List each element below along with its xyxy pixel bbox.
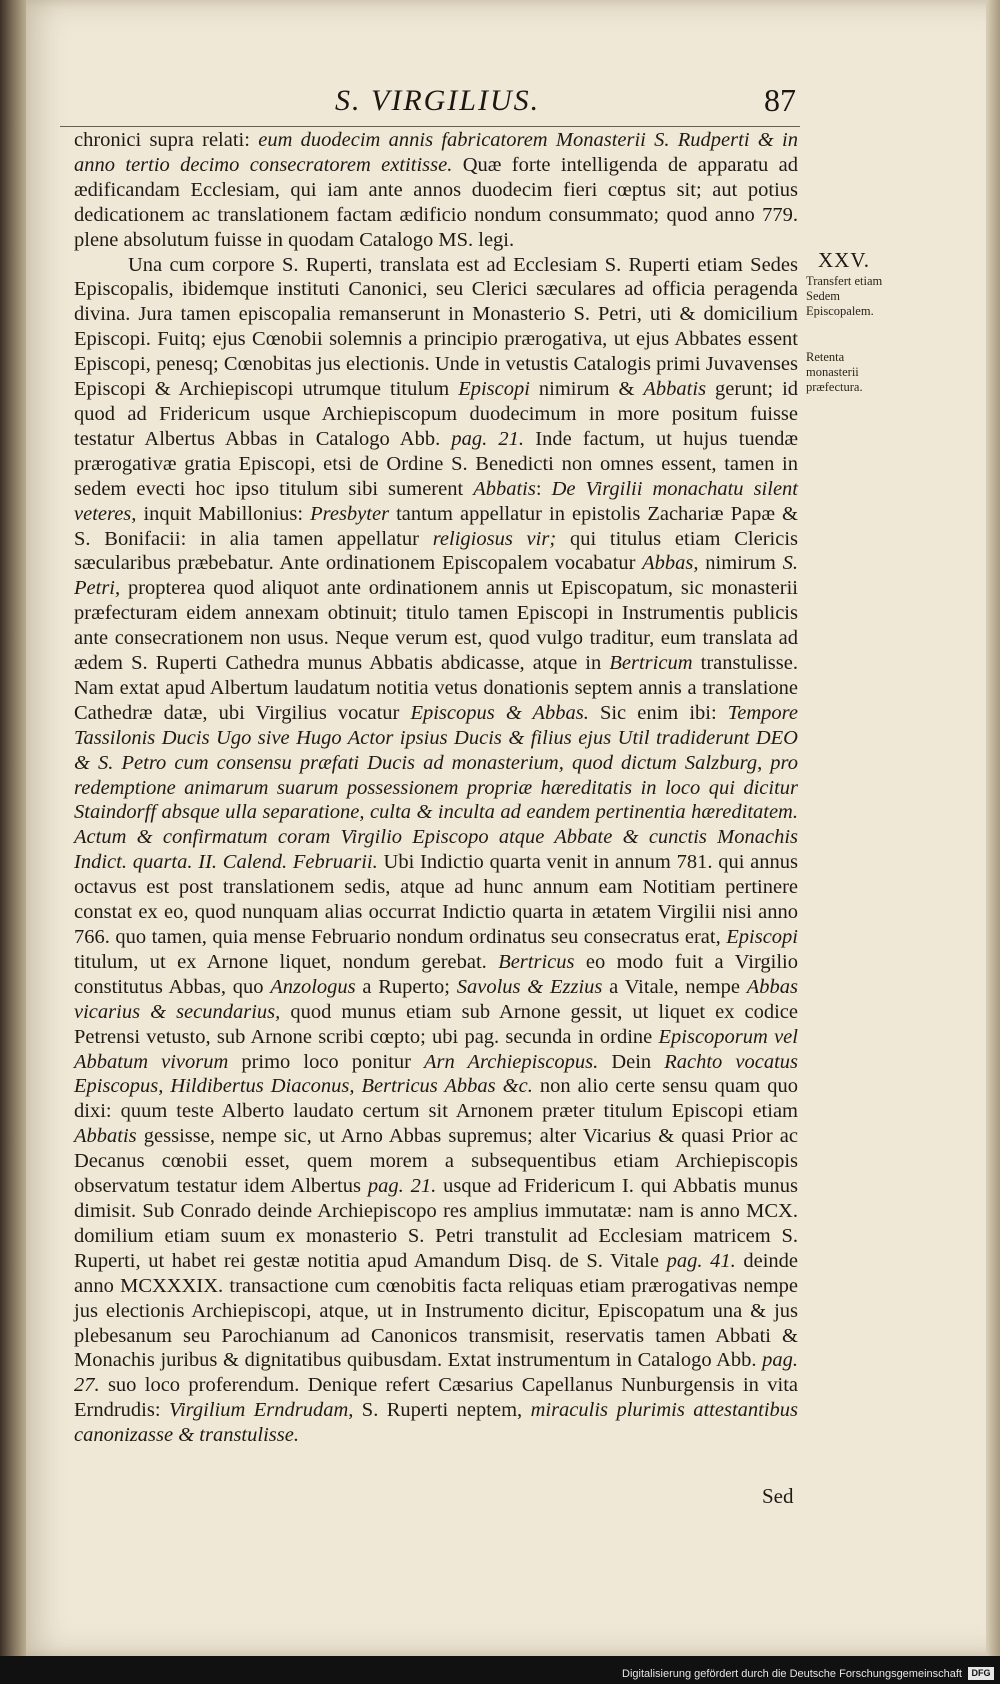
- text-run: quod munus etiam sub Arnone gessit, ut liquet ex codice Petrensi vetusto, sub Arnone scribi cœpto; ubi pag. secunda in ordine: [74, 1000, 798, 1048]
- marginal-note-1: Transfert etiam Sedem Episcopalem.: [806, 274, 883, 318]
- text-run: gessisse, nempe sic, ut Arno Abbas supremus; alter Vicarius & quasi Prior ac Decanus cœnobii esset, quem morem a subsequentibus etiam Archiepiscopis observatum testatur idem Albertus: [74, 1125, 798, 1198]
- section-number: XXV.: [818, 248, 871, 272]
- italic-run: Abbatis: [473, 477, 536, 500]
- text-run: primo loco ponitur: [228, 1050, 425, 1073]
- text-run: titulum, ut ex Arnone liquet, nondum gerebat.: [74, 950, 499, 973]
- text-run: deinde anno MCXXXIX. transactione cum cœnobitis facta reliquas etiam prærogativas nempe jus electionis Archiepiscopi, atque, ut in Instrumento dicitur, Episcopatum una & jus plebesanum seu Parochianum ad Canonicos transmisit, reservatis tamen Abbati & Monachis juribus & dignitatibus quibusdam. Extat instrumentum in Catalogo Abb.: [74, 1249, 798, 1372]
- italic-run: Abbatis: [643, 378, 707, 401]
- italic-run: Tempore Tassilonis Ducis Ugo sive Hugo Actor ipsius Ducis & filius ejus Util tradiderunt DEO & S. Petro cum consensu præfati Ducis ad monasterium, quod dictum Salzburg, pro redemptione animarum suarum possessionem propriæ hæreditatis in loco qui dicitur Staindorff absque ulla separatione, culta & inculta ad eandem pertinentia hæreditatem. Actum & confirmatum coram Virgilio Episcopo atque Abbate & cunctis Monachis Indict. quarta. II. Calend. Februarii.: [74, 701, 798, 874]
- text-run: non alio certe sensu quam quo dixi: quum teste Alberto laudato certum sit Arnonem præter titulum Episcopi etiam: [74, 1075, 798, 1123]
- text-run: inquit Mabillonius:: [136, 502, 311, 525]
- dfg-logo: DFG: [968, 1667, 994, 1680]
- text-run: nimirum &: [529, 378, 644, 401]
- marginal-note-2: Retenta monasterii præfectura.: [806, 350, 863, 394]
- text-run: S. Ruperti neptem,: [353, 1399, 531, 1422]
- italic-run: pag. 21.: [367, 1175, 437, 1198]
- text-run: suo loco proferendum. Denique refert Cæsarius Capellanus Nunburgensis in vita Erndrudis:: [74, 1374, 798, 1422]
- italic-run: Virgilium Erndrudam,: [168, 1399, 354, 1422]
- italic-run: Savolus & Ezzius: [456, 975, 603, 998]
- footer-credit: Digitalisierung gefördert durch die Deutsche Forschungsgemeinschaft: [622, 1668, 962, 1680]
- catchword: Sed: [762, 1484, 794, 1508]
- italic-run: Presbyter: [310, 502, 390, 525]
- italic-run: Abbatis: [74, 1125, 137, 1148]
- text-run: tantum appellatur in epistolis Zachariæ Papæ & S. Bonifacii: in alia tamen appellatur: [74, 502, 799, 550]
- italic-run: Arn Archiepiscopus.: [424, 1050, 599, 1073]
- italic-run: Abbas vicarius & secundarius,: [74, 975, 798, 1023]
- italic-run: Anzologus: [270, 975, 356, 998]
- text-run: eo modo fuit a Virgilio constitutus Abbas, quo: [74, 950, 798, 998]
- text-run: nimirum: [698, 552, 783, 575]
- text-run: Sic enim ibi:: [588, 701, 728, 724]
- paragraph-2: [74, 253, 798, 1449]
- text-run: Ubi Indictio quarta venit in annum 781. qui annus octavus est post translationem sedis, atque ad hunc annum eam Notitiam pertinere constat ex eo, quod nunquam alias occurrat Indictio quarta in ætatem Virgilii nisi anno 766. quo tamen, quia mense Februario nondum ordinatus seu consecratus erat,: [74, 851, 798, 948]
- italic-run: S. Petri,: [74, 552, 798, 600]
- text-run: gerunt; id quod ad Fridericum usque Archiepiscopum duodecimum in more positum fuisse testatur Albertus Abbas in Catalogo Abb.: [74, 378, 799, 450]
- italic-run: pag. 41.: [666, 1249, 736, 1272]
- body-text: [74, 128, 798, 1448]
- text-run: transtulisse. Nam extat apud Albertum laudatum notitia vetus donationis septem annis a translatione Cathedræ datæ, ubi Virgilius vocatur: [74, 652, 798, 724]
- italic-run: miraculis plurimis attestantibus canonizasse & transtulisse.: [74, 1399, 799, 1447]
- italic-run: Episcopi: [726, 926, 798, 948]
- running-header: [60, 82, 800, 127]
- text-run: Inde factum, ut hujus tuendæ prærogativæ gratia Episcopi, etsi de Ordine S. Benedicti non omnes essent, tamen in sedem evecti hoc ipso titulum sibi sumerent: [74, 427, 798, 500]
- italic-run: Abbas,: [642, 552, 699, 575]
- text-run: qui titulus etiam Clericis sæcularibus præbebatur. Ante ordinationem Episcopalem vocabatur: [74, 527, 798, 575]
- italic-run: pag. 27.: [74, 1349, 798, 1397]
- italic-run: eum duodecim annis fabricatorem Monasterii S. Rudperti & in anno tertio decimo consecratorem extitisse.: [74, 129, 798, 176]
- italic-run: Episcopus & Abbas.: [410, 701, 589, 724]
- italic-run: Episcoporum vel Abbatum vivorum: [74, 1025, 798, 1073]
- text-run: a Ruperto;: [355, 975, 457, 998]
- italic-run: Bertricus: [498, 950, 575, 973]
- text-run: :: [535, 477, 552, 500]
- italic-run: Episcopi: [458, 378, 530, 401]
- italic-run: pag. 21.: [451, 427, 525, 450]
- running-title: S. VIRGILIUS.: [335, 84, 541, 117]
- italic-run: De Virgilii monachatu silent veteres,: [74, 477, 798, 525]
- text-run: Una cum corpore S. Ruperti, translata est ad Ecclesiam S. Ruperti etiam Sedes Episcopalis, ibidemque instituti Canonici, seu Clerici sæculares ad officia peragenda divina. Jura tamen episcopalia remanserunt in Monasterio S. Petri, uti & domicilium Episcopi. Fuitq; ejus Cœnobii solemnis a principio prærogativa, ut ejus Abbates essent Episcopi, penesq; Cœnobitas jus electionis. Unde in vetustis Catalogis primi Juvavenses Episcopi & Archiepiscopi utrumque titulum: [74, 253, 798, 401]
- text-run: Dein: [598, 1050, 665, 1073]
- text-run: chronici supra relati:: [74, 129, 259, 151]
- italic-run: Rachto vocatus Episcopus, Hildibertus Diaconus, Bertricus Abbas &c.: [74, 1050, 798, 1098]
- italic-run: religiosus vir;: [432, 527, 557, 550]
- paragraph-1: [74, 128, 798, 253]
- previous-page-edge: [0, 0, 26, 1656]
- page-number: 87: [764, 82, 796, 118]
- italic-run: Bertricum: [609, 652, 693, 675]
- text-run: propterea quod aliquot ante ordinationem annis ut Episcopatum, sic monasterii præfecturam eidem annexam obtinuit; titulo tamen Episcopi in Instrumentis publicis ante consecrationem non usus. Neque verum est, quod vulgo traditur, eum translata ad ædem S. Ruperti Cathedra munus Abbatis abdicasse, atque in: [74, 577, 798, 675]
- text-run: usque ad Fridericum I. qui Abbatis munus dimisit. Sub Conrado deinde Archiepiscopo res amplius immutatæ: nam is anno MCX. domilium etiam suum ex monasterio S. Petri transtulit ad Ecclesiam matricem S. Ruperti, ut habet rei gestæ notitia apud Amandum Disq. de S. Vitale: [74, 1175, 798, 1272]
- page-edge: [986, 0, 1000, 1656]
- text-run: Quæ forte intelligenda de apparatu ad ædificandam Ecclesiam, qui iam ante annos duodecim fieri cœptus sit; aut potius dedicationem ac translationem factam ædificio nondum consummato; quod anno 779. plene absolutum fuisse in quodam Catalogo MS. legi.: [74, 153, 799, 251]
- text-run: a Vitale, nempe: [602, 975, 747, 998]
